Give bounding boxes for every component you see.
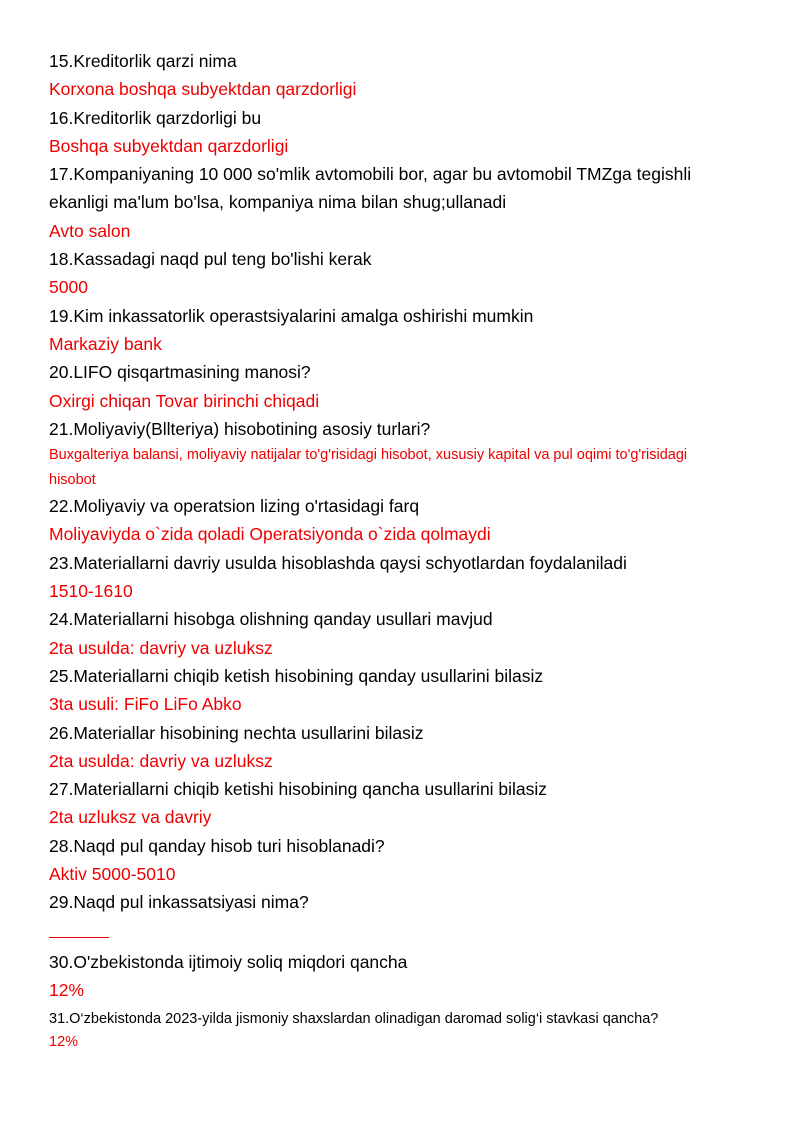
question-18: 18.Kassadagi naqd pul teng bo'lishi kerak <box>49 249 372 270</box>
answer-31: 12% <box>49 1034 79 1051</box>
question-19: 19.Kim inkassatorlik operastsiyalarini amalga oshirishi mumkin <box>49 305 534 326</box>
question-28: 28.Naqd pul qanday hisob turi hisoblanadi? <box>49 835 385 856</box>
question-16: 16.Kreditorlik qarzdorligi bu <box>49 107 262 128</box>
answer-26: 2ta usulda: davriy va uzluksz <box>49 750 273 771</box>
answer-18: 5000 <box>49 277 88 298</box>
question-21: 21.Moliyaviy(Bllteriya) hisobotining asosiy turlari? <box>49 418 431 439</box>
answer-16: Boshqa subyektdan qarzdorligi <box>49 135 289 156</box>
question-20: 20.LIFO qisqartmasining manosi? <box>49 362 311 383</box>
answer-24: 2ta usulda: davriy va uzluksz <box>49 637 273 658</box>
answer-23: 1510-1610 <box>49 581 133 602</box>
answer-17: Avto salon <box>49 220 131 241</box>
question-31: 31.O‘zbekistonda 2023-yilda jismoniy shaxslardan olinadigan daromad solig‘i stavkasi qancha? <box>49 1011 659 1028</box>
answer-30: 12% <box>49 979 85 1000</box>
question-26: 26.Materiallar hisobining nechta usullarini bilasiz <box>49 722 424 743</box>
answer-27: 2ta uzluksz va davriy <box>49 807 212 828</box>
question-22: 22.Moliyaviy va operatsion lizing o'rtasidagi farq <box>49 496 420 517</box>
answer-21: Buxgalteriya balansi, moliyaviy natijalar to'g'risidagi hisobot, xususiy kapital va pul oqimi to'g'risidagi hisobot <box>49 447 688 488</box>
question-25: 25.Materiallarni chiqib ketish hisobining qanday usullarini bilasiz <box>49 665 544 686</box>
answer-25: 3ta usuli: FiFo LiFo Abko <box>49 694 242 715</box>
question-15: 15.Kreditorlik qarzi nima <box>49 51 237 71</box>
answer-28: Aktiv 5000-5010 <box>49 864 176 885</box>
question-29: 29.Naqd pul inkassatsiyasi nima? <box>49 892 309 913</box>
answer-20: Oxirgi chiqan Tovar birinchi chiqadi <box>49 390 320 411</box>
question-30: 30.O'zbekistonda ijtimoiy soliq miqdori qancha <box>49 951 408 972</box>
answer-blank-line <box>49 937 109 938</box>
answer-22: Moliyaviyda o`zida qoladi Operatsiyonda o`zida qolmaydi <box>49 524 491 545</box>
question-17: 17.Kompaniyaning 10 000 so'mlik avtomobili bor, agar bu avtomobil TMZga tegishli ekanligi ma'lum bo'lsa, kompaniya nima bilan shug;ullanadi <box>49 164 692 213</box>
question-27: 27.Materiallarni chiqib ketishi hisobining qancha usullarini bilasiz <box>49 779 548 800</box>
answer-15: Korxona boshqa subyektdan qarzdorligi <box>49 79 357 100</box>
question-23: 23.Materiallarni davriy usulda hisoblashda qaysi schyotlardan foydalaniladi <box>49 552 627 573</box>
question-24: 24.Materiallarni hisobga olishning qanday usullari mavjud <box>49 609 493 630</box>
answer-19: Markaziy bank <box>49 333 162 354</box>
